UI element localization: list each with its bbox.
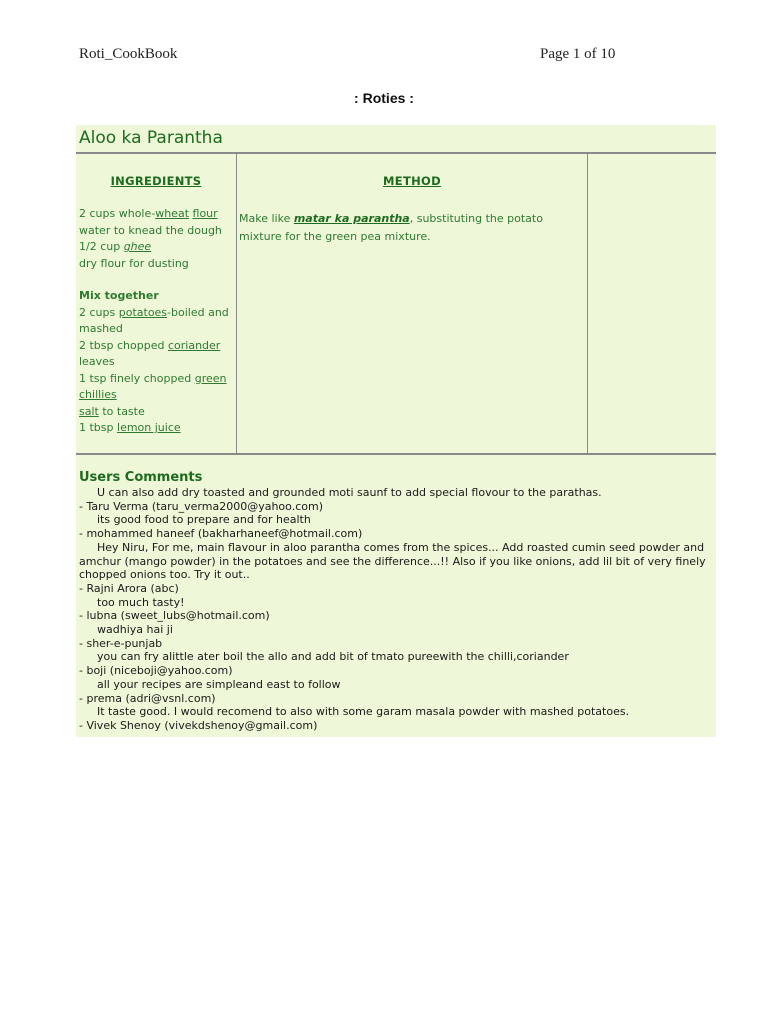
spacer <box>79 272 236 288</box>
lemon-juice-link[interactable]: lemon juice <box>117 421 181 434</box>
ingredient-text: 1/2 cup <box>79 240 124 253</box>
green-chillies-link[interactable]: green chillies <box>79 371 227 401</box>
potatoes-link[interactable]: potatoes <box>118 305 168 319</box>
mix-together-heading: Mix together <box>79 289 159 302</box>
ingredient-line <box>79 239 236 256</box>
salt-link[interactable]: salt <box>79 404 99 418</box>
divider <box>76 453 716 455</box>
comment-text: its good food to prepare and for health <box>97 513 311 527</box>
ingredient-text: 1 tsp finely chopped <box>79 371 195 385</box>
ingredient-line <box>79 305 236 338</box>
ingredient-line <box>79 338 236 371</box>
recipe-title: Aloo ka Parantha <box>79 128 223 148</box>
comment-text: you can fry alittle ater boil the allo and add bit of tmato pureewith the chilli,coriander <box>97 650 569 664</box>
ingredient-text: -boiled and mashed <box>79 305 229 335</box>
ingredient-line <box>79 371 236 404</box>
comment-author: - boji (niceboji@yahoo.com) <box>79 664 233 678</box>
comment-author: - prema (adri@vsnl.com) <box>79 691 216 705</box>
comment-author: - sher-e-punjab <box>79 636 163 650</box>
ingredient-text: 1 tbsp <box>79 421 118 434</box>
comment-text: It taste good. I would recomend to also with some garam masala powder with mashed potatoes. <box>97 705 630 719</box>
column-divider <box>236 154 237 453</box>
page-indicator: Page 1 of 10 <box>540 46 616 62</box>
ingredient-text: to taste <box>98 404 145 418</box>
wheat-link[interactable]: wheat <box>155 207 190 220</box>
ingredient-text: 2 cups whole- <box>79 207 156 220</box>
comment-author: - Taru Verma (taru_verma2000@yahoo.com) <box>79 499 323 513</box>
ingredient-text: 2 tbsp chopped <box>79 338 168 352</box>
ingredient-line <box>79 404 236 421</box>
ingredient-text: leaves <box>79 355 115 368</box>
comment-author: - Rajni Arora (abc) <box>79 581 179 595</box>
ghee-link[interactable]: ghee <box>123 240 152 253</box>
ingredient-line: dry flour for dusting <box>79 256 189 270</box>
comment-author: - Vivek Shenoy (vivekdshenoy@gmail.com) <box>79 718 318 732</box>
method-text-pre: Make like <box>239 212 294 225</box>
document-file-name: Roti_CookBook <box>79 46 178 62</box>
ingredient-line <box>79 206 236 223</box>
divider <box>76 152 716 154</box>
flour-link[interactable]: flour <box>192 207 218 220</box>
ingredients-list <box>79 206 236 437</box>
ingredients-heading: INGREDIENTS <box>110 174 202 188</box>
matar-ka-parantha-link[interactable]: matar ka parantha <box>293 212 410 225</box>
column-divider <box>587 154 588 453</box>
ingredient-line <box>79 420 236 437</box>
comment-text: wadhiya hai ji <box>97 623 173 637</box>
comment-text: Hey Niru, For me, main flavour in aloo parantha comes from the spices... Add roasted cumin seed powder and amchur (mango powder) in the potatoes and see the difference...!! Also if you like onions, add lil bit of very finely chopped onions too. Try it out.. <box>79 540 706 582</box>
comment-text: U can also add dry toasted and grounded moti saunf to add special flovour to the parathas. <box>97 486 602 499</box>
section-heading: : Roties : <box>354 90 414 106</box>
recipe-panel <box>76 125 716 737</box>
comments-heading: Users Comments <box>79 470 203 485</box>
method-text-post: , substituting the potato mixture for the green pea mixture. <box>239 212 543 243</box>
ingredient-line: water to knead the dough <box>79 223 222 237</box>
comment-author: - mohammed haneef (bakharhaneef@hotmail.com) <box>79 527 363 541</box>
comment-text: too much tasty! <box>97 595 185 609</box>
ingredient-text: 2 cups <box>79 305 119 319</box>
users-comments <box>79 470 713 733</box>
coriander-link[interactable]: coriander <box>167 338 221 352</box>
comment-text: all your recipes are simpleand east to follow <box>97 677 341 691</box>
method-text <box>239 210 579 246</box>
method-heading: METHOD <box>383 174 441 188</box>
comment-author: - lubna (sweet_lubs@hotmail.com) <box>79 609 270 623</box>
